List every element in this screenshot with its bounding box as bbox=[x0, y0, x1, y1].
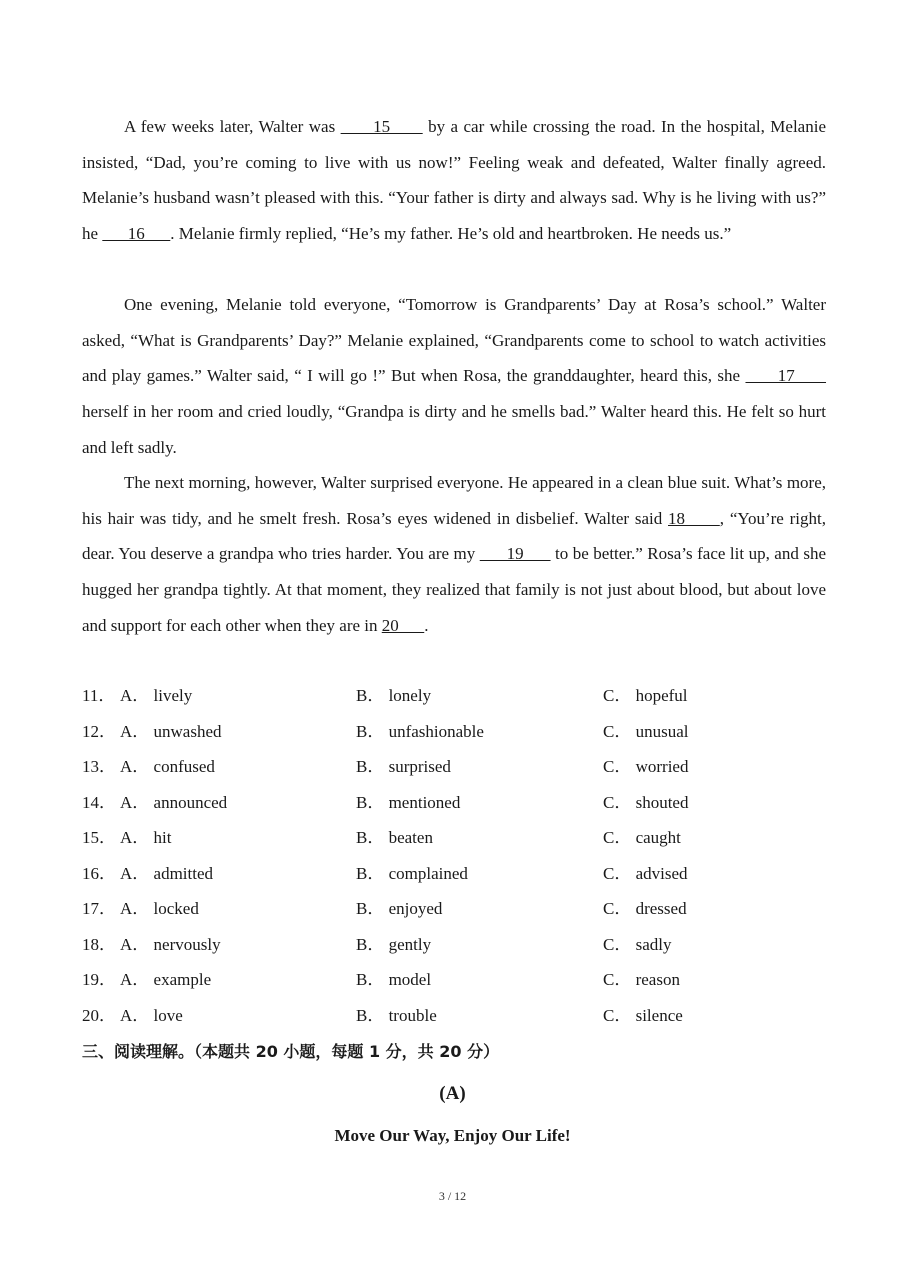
option-a: A． lively bbox=[120, 686, 193, 705]
option-c: C． hopeful bbox=[603, 686, 688, 705]
question-row-13 bbox=[82, 749, 826, 785]
passage-paragraph-2 bbox=[82, 287, 826, 466]
option-a: A． locked bbox=[120, 899, 199, 918]
option-b: B． surprised bbox=[356, 757, 451, 776]
option-b: B． mentioned bbox=[356, 792, 461, 812]
option-a: A． confused bbox=[120, 757, 215, 776]
paragraph-text: to be better.” Rosa’s face lit up, and she hugged her grandpa tightly. At that moment, they realized that family is not just about blood, but about love and support for each other when they are in bbox=[82, 544, 826, 635]
paragraph-text: herself in her room and cried loudly, “Grandpa is dirty and he smells bad.” Walter heard this. He felt so hurt and left sadly. bbox=[82, 402, 826, 457]
question-number: 13． bbox=[82, 757, 116, 776]
page-number: 3 / 12 bbox=[438, 1189, 467, 1203]
option-b: B． model bbox=[356, 970, 432, 989]
question-row-18 bbox=[82, 927, 826, 963]
question-number: 12． bbox=[82, 721, 116, 741]
option-b: B． trouble bbox=[356, 1005, 437, 1025]
question-number: 19． bbox=[82, 970, 116, 989]
option-c: C． reason bbox=[603, 970, 680, 989]
paragraph-text: The next morning, however, Walter surprised everyone. He appeared in a clean blue suit. What’s more, his hair was tidy, and he smelt fresh. Rosa’s eyes widened in disbelief. Walter said bbox=[82, 473, 826, 528]
paragraph-text: . Melanie firmly replied, “He’s my father. He’s old and heartbroken. He needs us.” bbox=[170, 224, 732, 244]
blank-19: 19 bbox=[479, 544, 551, 564]
answer-options bbox=[82, 678, 826, 1033]
option-c: C． unusual bbox=[603, 721, 689, 741]
passage-title: Move Our Way, Enjoy Our Life! bbox=[334, 1126, 571, 1145]
option-b: B． unfashionable bbox=[356, 721, 484, 741]
blank-16: 16 bbox=[102, 224, 171, 244]
option-b: B． complained bbox=[356, 863, 468, 883]
option-c: C． dressed bbox=[603, 899, 687, 918]
option-c: C． shouted bbox=[603, 792, 689, 812]
question-row-17 bbox=[82, 891, 826, 927]
paragraph-text: . bbox=[424, 615, 429, 635]
option-a: A． nervously bbox=[120, 934, 221, 954]
question-number: 11． bbox=[82, 686, 116, 705]
option-a: A． example bbox=[120, 970, 212, 989]
option-a: A． love bbox=[120, 1005, 183, 1025]
passage-paragraph-3 bbox=[82, 465, 826, 644]
option-c: C． caught bbox=[603, 828, 681, 847]
option-b: B． lonely bbox=[356, 686, 432, 705]
question-number: 20． bbox=[82, 1005, 116, 1025]
question-number: 14． bbox=[82, 792, 116, 812]
blank-17: 17 bbox=[745, 366, 827, 386]
option-c: C． advised bbox=[603, 863, 688, 883]
question-row-15 bbox=[82, 820, 826, 856]
question-row-20 bbox=[82, 998, 826, 1034]
paragraph-text: by a car while crossing the road. In the hospital, Melanie insisted, “Dad, you’re coming to live with us now!” Feeling weak and defeated, Walter finally agreed. Melanie’s husband wasn’t pleased with this. “Your father is dirty and always sad. Why is he living with us?” he bbox=[82, 117, 826, 244]
question-number: 17． bbox=[82, 899, 116, 918]
question-row-11 bbox=[82, 678, 826, 714]
passage-paragraph-1 bbox=[82, 109, 826, 252]
paragraph-text: One evening, Melanie told everyone, “Tomorrow is Grandparents’ Day at Rosa’s school.” Walter asked, “What is Grandparents’ Day?” Melanie explained, “Grandparents come to school to watch activities and play games.” Walter said, “ I will go !” But when Rosa, the granddaughter, heard this, she bbox=[82, 295, 826, 386]
part-label: (A) bbox=[439, 1083, 466, 1104]
question-number: 15． bbox=[82, 828, 116, 847]
option-a: A． announced bbox=[120, 792, 228, 812]
option-a: A． admitted bbox=[120, 863, 214, 883]
option-b: B． beaten bbox=[356, 828, 433, 847]
question-row-12 bbox=[82, 714, 826, 750]
paragraph-text: A few weeks later, Walter was bbox=[124, 117, 341, 136]
question-row-14 bbox=[82, 785, 826, 821]
question-row-16 bbox=[82, 856, 826, 892]
question-number: 16． bbox=[82, 863, 116, 883]
blank-20: 20 bbox=[381, 615, 425, 635]
question-row-19 bbox=[82, 962, 826, 998]
blank-15: 15 bbox=[340, 117, 423, 136]
option-c: C． silence bbox=[603, 1005, 683, 1025]
option-b: B． enjoyed bbox=[356, 899, 443, 918]
section-heading: 三、阅读理解。（本题共 20 小题，每题 1 分，共 20 分） bbox=[82, 1042, 500, 1061]
option-a: A． hit bbox=[120, 828, 172, 847]
paragraph-text: , “You’re right, dear. You deserve a grandpa who tries harder. You are my bbox=[82, 508, 826, 564]
option-a: A． unwashed bbox=[120, 721, 222, 741]
option-b: B． gently bbox=[356, 934, 432, 954]
question-number: 18． bbox=[82, 934, 116, 954]
blank-18: 18 bbox=[668, 508, 720, 528]
option-c: C． worried bbox=[603, 757, 689, 776]
option-c: C． sadly bbox=[603, 934, 672, 954]
